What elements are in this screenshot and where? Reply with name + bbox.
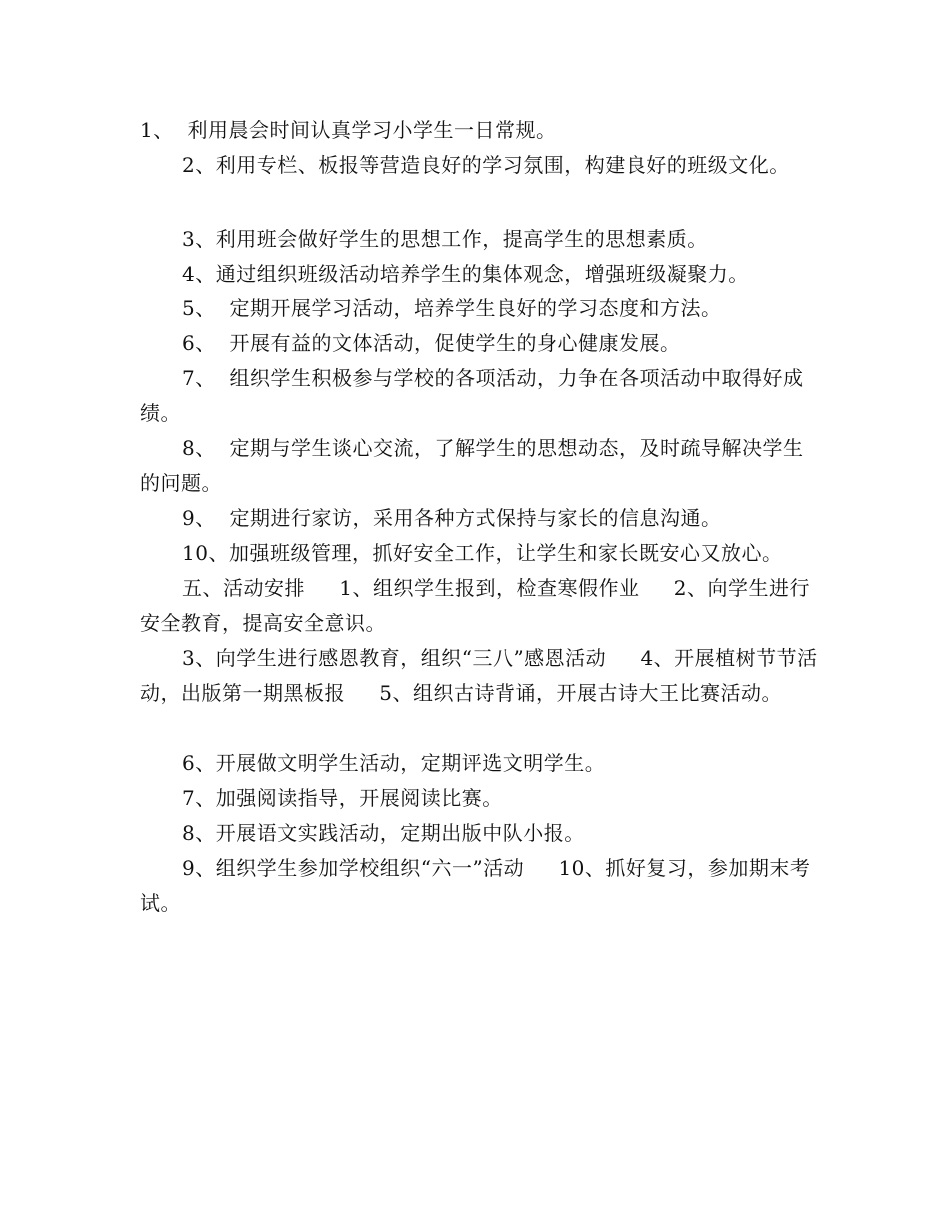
paragraph-activity-plan: 五、活动安排 1、组织学生报到，检查寒假作业 2、向学生进行安全教育，提高安全意识。 [140,576,811,635]
paragraph-5: 5、 定期开展学习活动，培养学生良好的学习态度和方法。 [182,296,722,320]
paragraph-activity-9-10: 9、组织学生参加学校组织“六一”活动 10、抓好复习，参加期末考试。 [140,856,811,915]
paragraph-activity-7: 7、加强阅读指导，开展阅读比赛。 [182,786,503,810]
paragraph-8: 8、 定期与学生谈心交流，了解学生的思想动态，及时疏导解决学生的问题。 [140,436,804,495]
paragraph-1: 1、 利用晨会时间认真学习小学生一日常规。 [140,118,557,142]
paragraph-activity-3-5: 3、向学生进行感恩教育，组织“三八”感恩活动 4、开展植树节节活动，出版第一期黑板报 5、组织古诗背诵，开展古诗大王比赛活动。 [140,646,818,705]
paragraph-6: 6、 开展有益的文体活动，促使学生的身心健康发展。 [182,331,681,355]
paragraph-4: 4、通过组织班级活动培养学生的集体观念，增强班级凝聚力。 [182,262,749,286]
paragraph-activity-6: 6、开展做文明学生活动，定期评选文明学生。 [182,751,606,775]
paragraph-10: 10、加强班级管理，抓好安全工作，让学生和家长既安心又放心。 [182,541,783,565]
paragraph-activity-8: 8、开展语文实践活动，定期出版中队小报。 [182,821,585,845]
paragraph-7: 7、 组织学生积极参与学校的各项活动，力争在各项活动中取得好成绩。 [140,366,804,425]
paragraph-9: 9、 定期进行家访，采用各种方式保持与家长的信息沟通。 [182,506,722,530]
paragraph-2: 2、利用专栏、板报等营造良好的学习氛围，构建良好的班级文化。 [182,153,790,177]
paragraph-3: 3、利用班会做好学生的思想工作，提高学生的思想素质。 [182,227,708,251]
